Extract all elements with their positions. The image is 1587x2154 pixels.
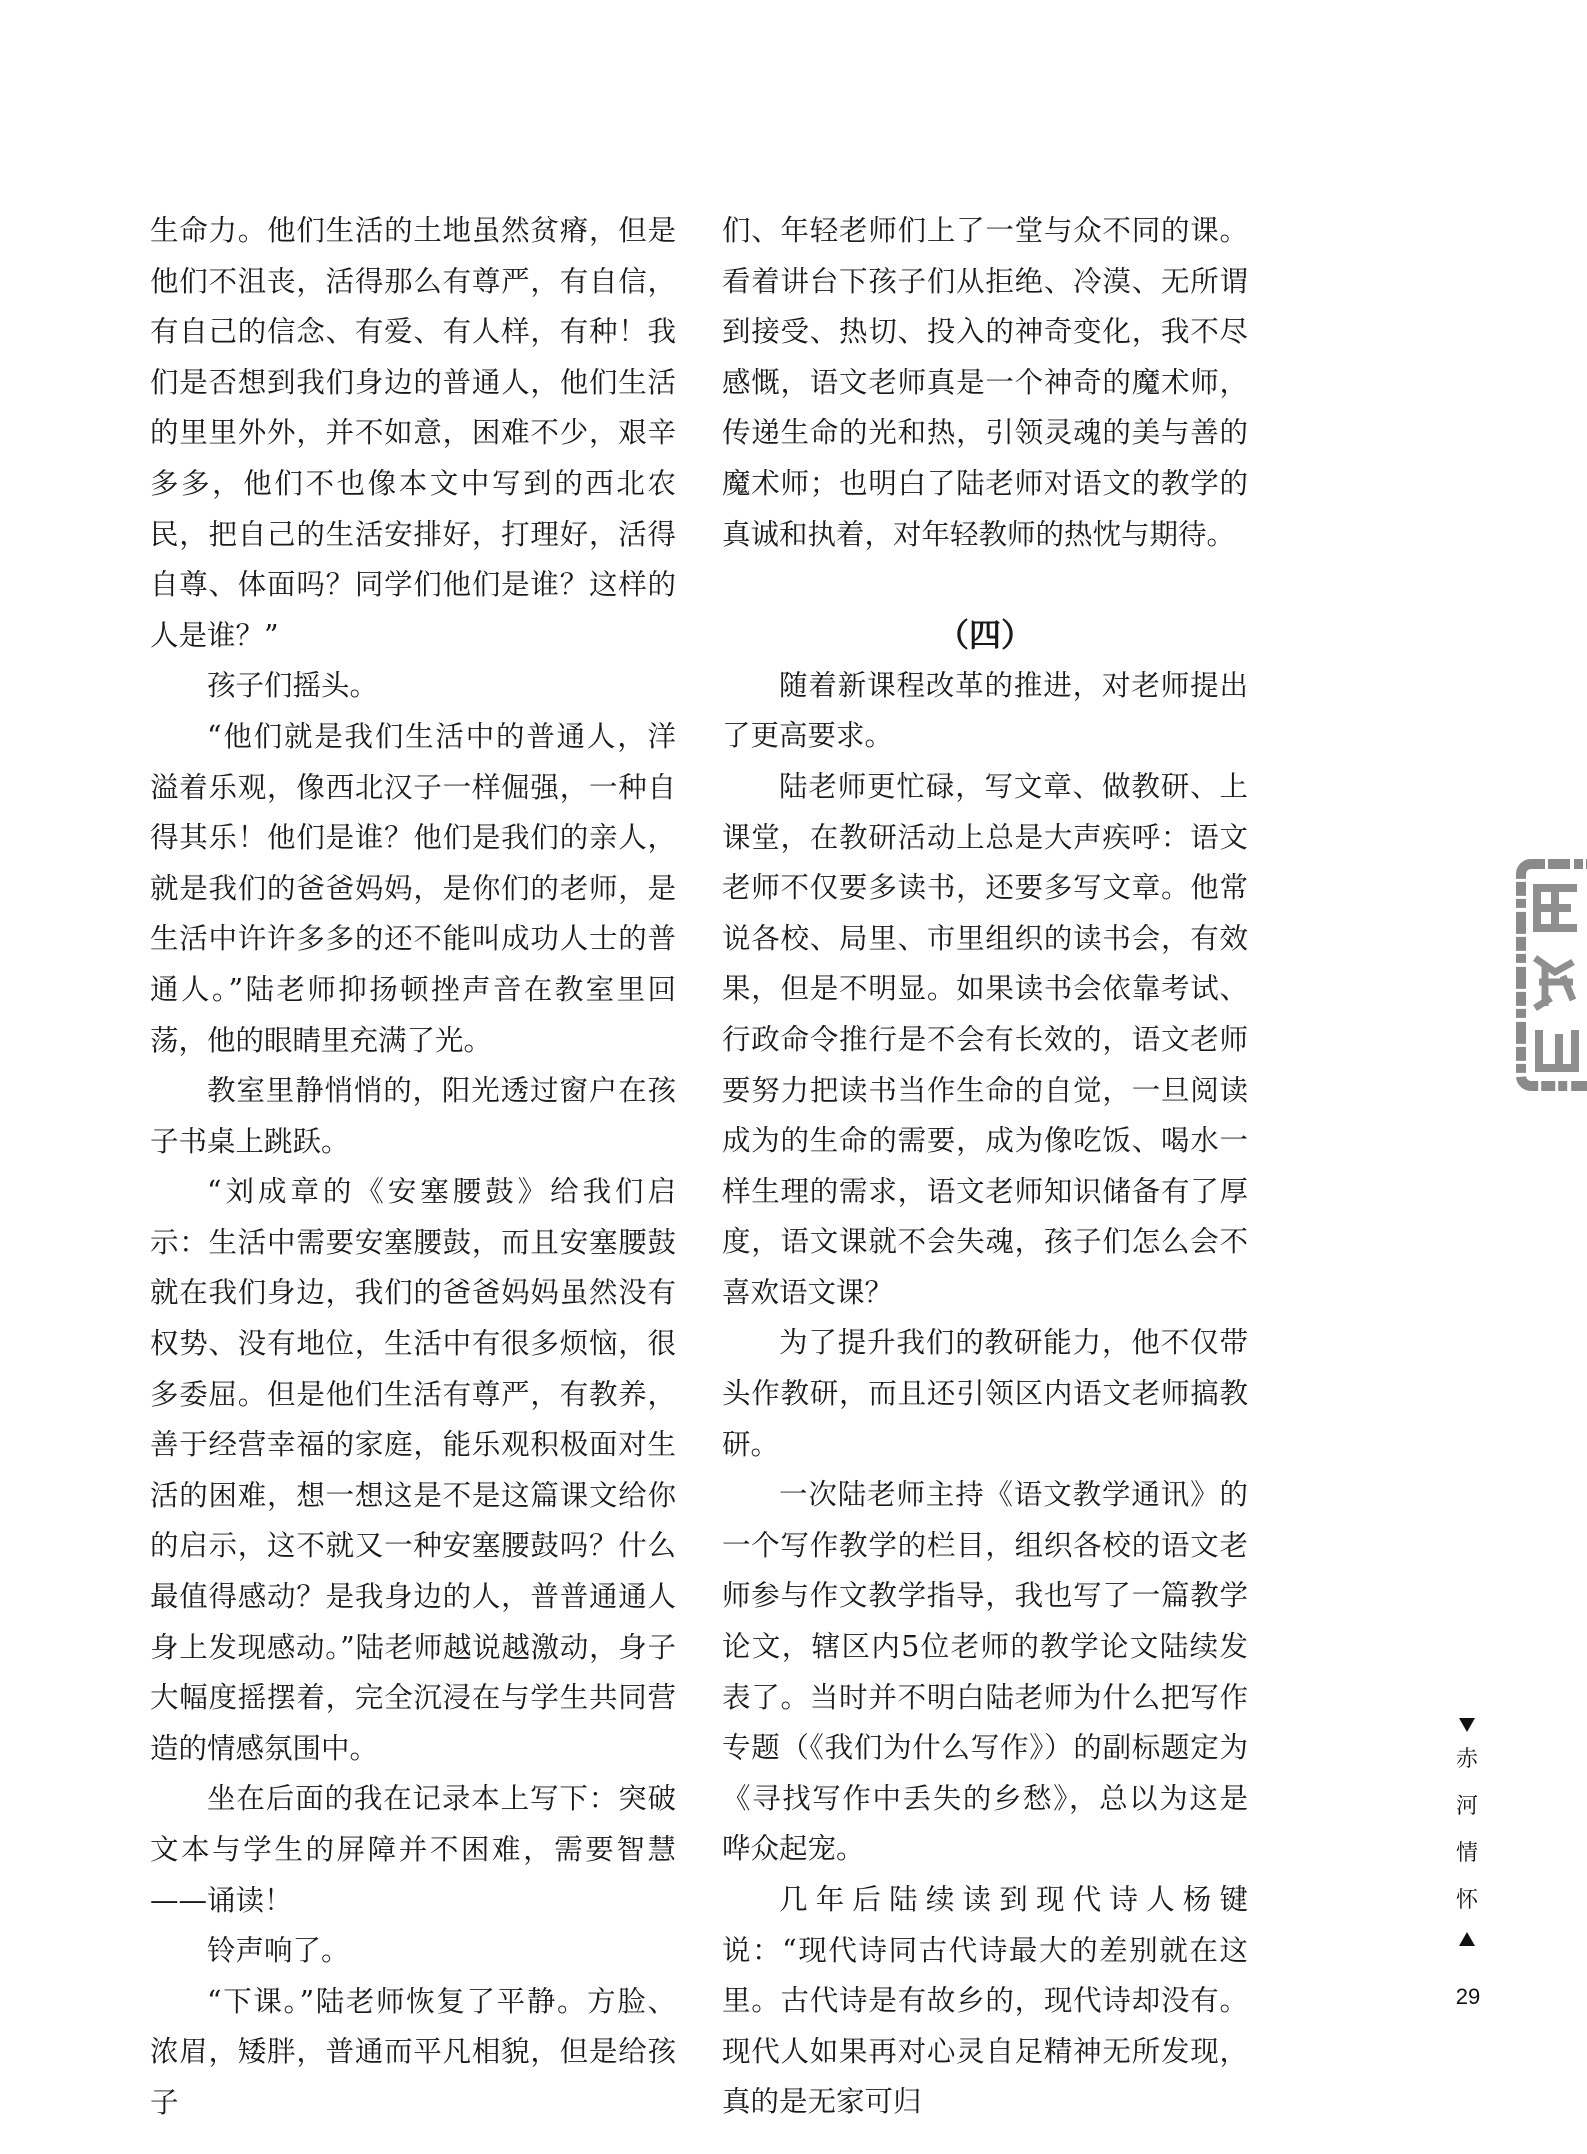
paragraph: 随着新课程改革的推进，对老师提出了更高要求。 — [722, 668, 1248, 753]
paragraph: 们、年轻老师们上了一堂与众不同的课。看着讲台下孩子们从拒绝、冷漠、无所谓到接受、热切、投入的神奇变化，我不尽感慨，语文老师真是一个神奇的魔术师，传递生命的光和热，引领灵魂的美与善的魔术师；也明白了陆老师对语文的教学的真诚和执着，对年轻教师的热忱与期待。 — [722, 214, 1248, 551]
section-side-nav — [1452, 1718, 1482, 1946]
paragraph: 一次陆老师主持《语文教学通讯》的一个写作教学的栏目，组织各校的语文老师参与作文教学指导，我也写了一篇教学论文，辖区内5位老师的教学论文陆续发表了。当时并不明白陆老师为什么把写作专题（《我们为什么写作》）的副标题定为《寻找写作中丢失的乡愁》，总以为这是哗众起宠。 — [722, 1478, 1248, 1866]
paragraph: “他们就是我们生活中的普通人，洋溢着乐观，像西北汉子一样倔强，一种自得其乐！他们是谁？他们是我们的亲人，就是我们的爸爸妈妈，是你们的老师，是生活中许许多多的还不能叫成功人士的普通人。”陆老师抑扬顿挫声音在教室里回荡，他的眼睛里充满了光。 — [150, 719, 676, 1057]
triangle-up-icon — [1459, 1932, 1475, 1946]
paragraph: 生命力。他们生活的土地虽然贫瘠，但是他们不沮丧，活得那么有尊严，有自信，有自己的信念、有爱、有人样，有种！我们是否想到我们身边的普通人，他们生活的里里外外，并不如意，困难不少，艰辛多多，他们不也像本文中写到的西北农民，把自己的生活安排好，打理好，活得自尊、体面吗？同学们他们是谁？这样的人是谁？” — [150, 214, 676, 652]
paragraph: 孩子们摇头。 — [207, 669, 379, 703]
side-nav-char: 河 — [1455, 1794, 1478, 1819]
side-nav-char: 怀 — [1455, 1888, 1478, 1913]
page-number: 29 — [1455, 1984, 1481, 2009]
side-nav-char: 情 — [1455, 1841, 1478, 1866]
right-column — [722, 206, 1248, 2128]
left-column — [150, 206, 676, 2129]
side-nav-char: 赤 — [1455, 1747, 1478, 1772]
paragraph: 几年后陆续读到现代诗人杨键说：“现代诗同古代诗最大的差别就在这里。古代诗是有故乡的，现代诗却没有。现代人如果再对心灵自足精神无所发现，真的是无家可归 — [722, 1883, 1248, 2119]
paragraph: 为了提升我们的教研能力，他不仅带头作教研，而且还引领区内语文老师搞教研。 — [722, 1326, 1248, 1461]
paragraph: “下课。”陆老师恢复了平静。方脸、浓眉，矮胖，普通而平凡相貌，但是给孩子 — [150, 1984, 676, 2119]
seal-stamp-icon — [1515, 858, 1587, 1092]
section-heading: （四） — [936, 616, 1033, 655]
triangle-down-icon — [1459, 1718, 1475, 1732]
paragraph: “刘成章的《安塞腰鼓》给我们启示：生活中需要安塞腰鼓，而且安塞腰鼓就在我们身边，我们的爸爸妈妈虽然没有权势、没有地位，生活中有很多烦恼，很多委屈。但是他们生活有尊严，有教养，善于经营幸福的家庭，能乐观积极面对生活的困难，想一想这是不是这篇课文给你的启示，这不就又一种安塞腰鼓吗？什么最值得感动？是我身边的人，普普通通人身上发现感动。”陆老师越说越激动，身子大幅度摇摆着，完全沉浸在与学生共同营造的情感氛围中。 — [150, 1175, 676, 1765]
paragraph: 陆老师更忙碌，写文章、做教研、上课堂，在教研活动上总是大声疾呼：语文老师不仅要多读书，还要多写文章。他常说各校、局里、市里组织的读书会，有效果，但是不明显。如果读书会依靠考试、行政命令推行是不会有长效的，语文老师要努力把读书当作生命的自觉，一旦阅读成为的生命的需要，成为像吃饭、喝水一样生理的需求，语文老师知识储备有了厚度，语文课就不会失魂，孩子们怎么会不喜欢语文课？ — [722, 769, 1248, 1309]
paragraph: 坐在后面的我在记录本上写下：突破文本与学生的屏障并不困难，需要智慧——诵读！ — [150, 1782, 676, 1917]
paragraph: 铃声响了。 — [207, 1934, 350, 1968]
paragraph: 教室里静悄悄的，阳光透过窗户在孩子书桌上跳跃。 — [150, 1074, 676, 1158]
